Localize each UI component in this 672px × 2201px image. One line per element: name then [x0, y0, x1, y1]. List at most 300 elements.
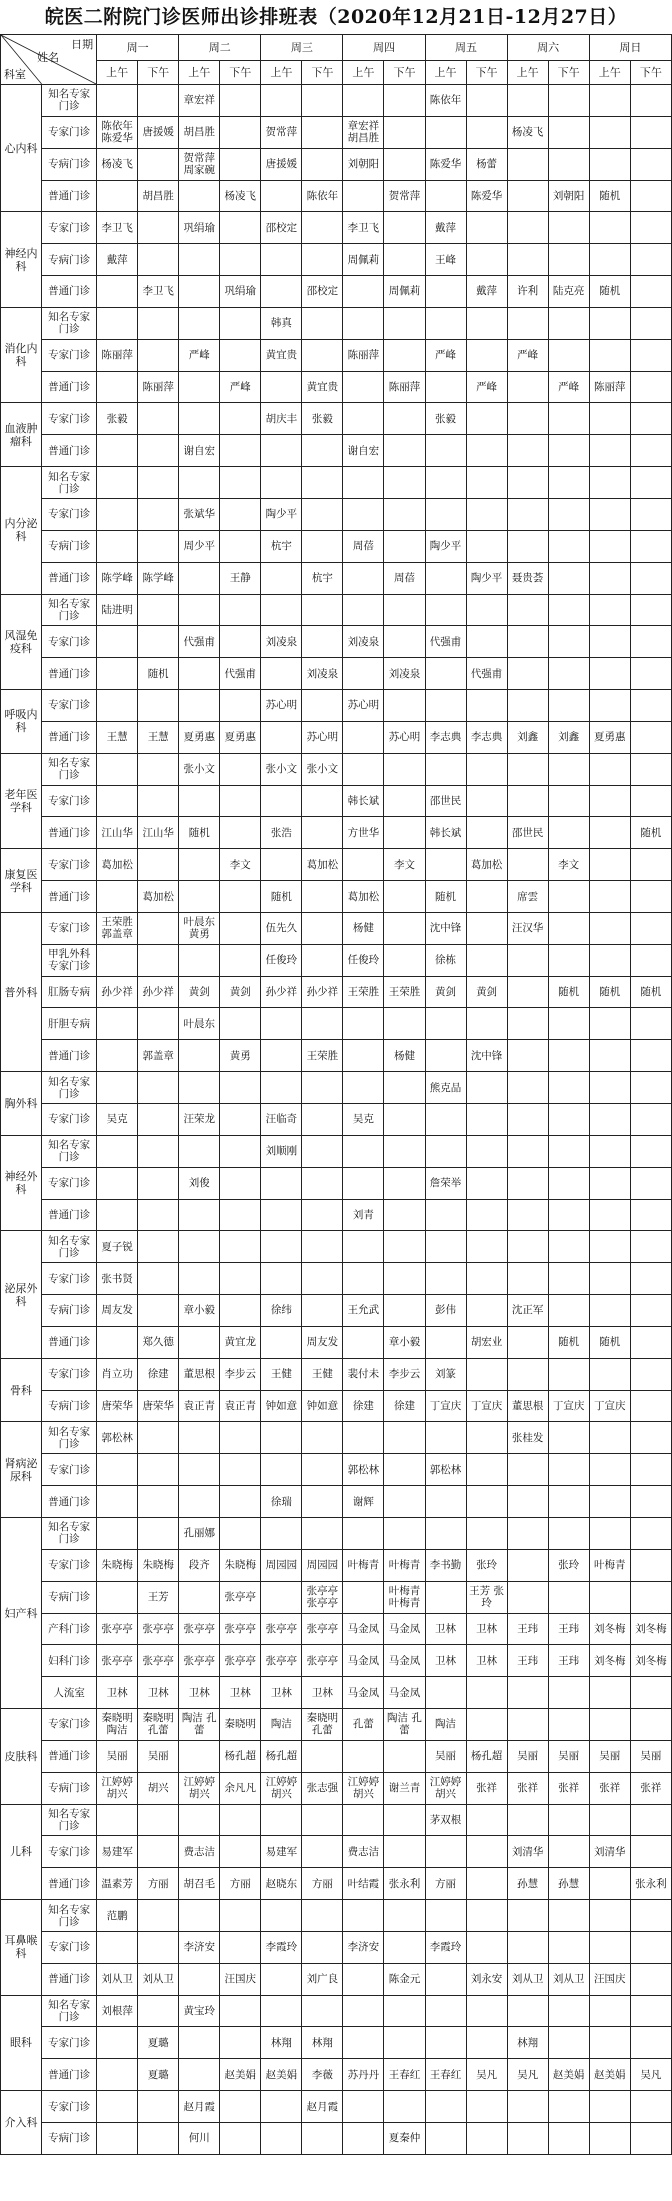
doctor-cell: 杨蕾 — [466, 148, 507, 180]
doctor-cell: 秦晓明 孔蕾 — [302, 1709, 343, 1741]
doctor-cell: 王静 — [220, 562, 261, 594]
doctor-cell — [220, 2091, 261, 2123]
doctor-cell: 方丽 — [425, 1868, 466, 1900]
doctor-cell: 张斌华 — [179, 498, 220, 530]
department-cell: 普外科 — [1, 912, 42, 1071]
doctor-cell — [548, 1199, 589, 1231]
doctor-cell — [630, 594, 671, 626]
doctor-cell: 秦晓明 — [220, 1709, 261, 1741]
table-row — [1, 1486, 672, 1518]
doctor-cell — [589, 498, 630, 530]
doctor-cell — [425, 1900, 466, 1932]
table-row — [1, 1104, 672, 1136]
doctor-cell: 张亭亭 张亭亭 — [302, 1581, 343, 1613]
doctor-cell — [384, 1008, 425, 1040]
table-row — [1, 116, 672, 148]
doctor-cell — [343, 180, 384, 212]
doctor-cell: 张亭亭 — [220, 1613, 261, 1645]
doctor-cell — [97, 85, 138, 117]
clinic-type-cell: 知名专家门诊 — [42, 1135, 97, 1167]
doctor-cell: 黄宜贵 — [261, 339, 302, 371]
doctor-cell — [507, 1804, 548, 1836]
doctor-cell: 张亭亭 — [179, 1613, 220, 1645]
doctor-cell — [302, 1995, 343, 2027]
doctor-cell — [384, 339, 425, 371]
doctor-cell — [466, 530, 507, 562]
clinic-type-cell: 产科门诊 — [42, 1613, 97, 1645]
doctor-cell: 周蓓 — [384, 562, 425, 594]
clinic-type-cell: 专家门诊 — [42, 339, 97, 371]
doctor-cell — [466, 85, 507, 117]
doctor-cell — [507, 1135, 548, 1167]
doctor-cell — [97, 1931, 138, 1963]
doctor-cell — [343, 1040, 384, 1072]
doctor-cell — [384, 244, 425, 276]
doctor-cell — [384, 403, 425, 435]
doctor-cell — [507, 1263, 548, 1295]
doctor-cell — [425, 498, 466, 530]
clinic-type-cell: 普通门诊 — [42, 562, 97, 594]
doctor-cell: 邵世民 — [425, 785, 466, 817]
doctor-cell — [97, 1804, 138, 1836]
doctor-cell — [589, 467, 630, 499]
doctor-cell — [507, 435, 548, 467]
doctor-cell — [589, 1263, 630, 1295]
doctor-cell — [343, 85, 384, 117]
doctor-cell: 张浩 — [261, 817, 302, 849]
doctor-cell — [466, 817, 507, 849]
doctor-cell: 王荣胜 — [384, 976, 425, 1008]
doctor-cell — [425, 116, 466, 148]
doctor-cell: 夏勇惠 — [589, 721, 630, 753]
doctor-cell: 刘鑫 — [507, 721, 548, 753]
doctor-cell — [343, 1804, 384, 1836]
doctor-cell — [548, 1931, 589, 1963]
table-row — [1, 403, 672, 435]
clinic-type-cell: 普通门诊 — [42, 721, 97, 753]
doctor-cell: 卫林 — [466, 1645, 507, 1677]
doctor-cell — [384, 753, 425, 785]
doctor-cell: 代强甫 — [220, 658, 261, 690]
doctor-cell: 叶梅青 — [343, 1549, 384, 1581]
table-row — [1, 753, 672, 785]
table-row — [1, 1677, 672, 1709]
table-row — [1, 1772, 672, 1804]
half-day-header: 上午 — [425, 61, 466, 85]
doctor-cell — [425, 2027, 466, 2059]
doctor-cell: 吴凡 — [630, 2059, 671, 2091]
clinic-type-cell: 专家门诊 — [42, 626, 97, 658]
doctor-cell — [138, 2091, 179, 2123]
department-cell: 消化内科 — [1, 307, 42, 403]
doctor-cell: 周友发 — [97, 1295, 138, 1327]
clinic-type-cell: 知名专家门诊 — [42, 594, 97, 626]
doctor-cell — [138, 403, 179, 435]
doctor-cell — [384, 690, 425, 722]
doctor-cell — [589, 1295, 630, 1327]
doctor-cell — [343, 307, 384, 339]
doctor-cell — [630, 1963, 671, 1995]
doctor-cell — [343, 1263, 384, 1295]
doctor-cell — [138, 339, 179, 371]
doctor-cell: 巩绢瑜 — [179, 212, 220, 244]
doctor-cell — [466, 1677, 507, 1709]
clinic-type-cell: 专家门诊 — [42, 498, 97, 530]
doctor-cell — [97, 530, 138, 562]
doctor-cell — [425, 658, 466, 690]
doctor-cell — [302, 339, 343, 371]
doctor-cell — [630, 1390, 671, 1422]
doctor-cell — [179, 1422, 220, 1454]
doctor-cell — [384, 1167, 425, 1199]
doctor-cell — [179, 785, 220, 817]
doctor-cell — [466, 498, 507, 530]
doctor-cell: 黄宝玲 — [179, 1995, 220, 2027]
doctor-cell — [302, 498, 343, 530]
doctor-cell — [548, 1454, 589, 1486]
doctor-cell — [343, 1422, 384, 1454]
doctor-cell: 李步云 — [220, 1358, 261, 1390]
doctor-cell: 张祥 — [466, 1772, 507, 1804]
doctor-cell: 李济安 — [343, 1931, 384, 1963]
doctor-cell: 戴萍 — [97, 244, 138, 276]
doctor-cell: 韩长斌 — [425, 817, 466, 849]
doctor-cell: 李卫飞 — [97, 212, 138, 244]
table-row — [1, 1645, 672, 1677]
doctor-cell — [302, 435, 343, 467]
doctor-cell: 卫林 — [97, 1677, 138, 1709]
doctor-cell — [630, 1326, 671, 1358]
doctor-cell — [220, 467, 261, 499]
doctor-cell: 夏璐 — [138, 2027, 179, 2059]
clinic-type-cell: 专家门诊 — [42, 785, 97, 817]
doctor-cell: 陶少平 — [466, 562, 507, 594]
doctor-cell: 马金凤 — [384, 1677, 425, 1709]
doctor-cell — [179, 2059, 220, 2091]
doctor-cell: 汪汉华 — [507, 912, 548, 944]
doctor-cell: 王荣胜 — [343, 976, 384, 1008]
doctor-cell — [384, 85, 425, 117]
doctor-cell — [138, 1486, 179, 1518]
doctor-cell — [466, 1900, 507, 1932]
doctor-cell: 贺常萍 周家碗 — [179, 148, 220, 180]
department-cell: 儿科 — [1, 1804, 42, 1900]
doctor-cell — [302, 1231, 343, 1263]
doctor-cell: 吴丽 — [138, 1740, 179, 1772]
page-title: 皖医二附院门诊医师出诊排班表（2020年12月21日-12月27日） — [44, 6, 628, 28]
doctor-cell — [97, 626, 138, 658]
clinic-type-cell: 知名专家门诊 — [42, 1231, 97, 1263]
doctor-cell — [466, 1931, 507, 1963]
doctor-cell: 郭松林 — [97, 1422, 138, 1454]
doctor-cell: 詹荣举 — [425, 1167, 466, 1199]
doctor-cell — [425, 1677, 466, 1709]
department-cell: 内分泌科 — [1, 467, 42, 594]
doctor-cell: 孙少祥 — [97, 976, 138, 1008]
doctor-cell: 随机 — [179, 817, 220, 849]
doctor-cell — [220, 116, 261, 148]
doctor-cell: 苏心明 — [261, 690, 302, 722]
doctor-cell — [548, 1072, 589, 1104]
doctor-cell: 夏秦仲 — [384, 2123, 425, 2155]
doctor-cell: 余凡凡 — [220, 1772, 261, 1804]
table-row — [1, 1040, 672, 1072]
doctor-cell: 黄勇 — [220, 1040, 261, 1072]
doctor-cell: 王峰 — [425, 244, 466, 276]
doctor-cell — [548, 244, 589, 276]
doctor-cell — [507, 244, 548, 276]
doctor-cell: 赵美娟 — [261, 2059, 302, 2091]
doctor-cell — [261, 2123, 302, 2155]
doctor-cell: 赵晓东 — [261, 1868, 302, 1900]
doctor-cell — [589, 1231, 630, 1263]
doctor-cell — [589, 1581, 630, 1613]
clinic-type-cell: 知名专家门诊 — [42, 1517, 97, 1549]
doctor-cell: 王慧 — [97, 721, 138, 753]
doctor-cell: 李卫飞 — [343, 212, 384, 244]
doctor-cell — [589, 530, 630, 562]
doctor-cell: 江婷婷 胡兴 — [179, 1772, 220, 1804]
clinic-type-cell: 普通门诊 — [42, 658, 97, 690]
doctor-cell — [343, 1517, 384, 1549]
table-row — [1, 1135, 672, 1167]
doctor-cell: 陶少平 — [261, 498, 302, 530]
doctor-cell — [507, 1677, 548, 1709]
doctor-cell: 周友发 — [302, 1326, 343, 1358]
doctor-cell — [425, 690, 466, 722]
doctor-cell — [261, 1454, 302, 1486]
doctor-cell: 随机 — [548, 1326, 589, 1358]
doctor-cell: 唐援媛 — [138, 116, 179, 148]
table-row — [1, 530, 672, 562]
doctor-cell — [630, 1295, 671, 1327]
doctor-cell — [138, 467, 179, 499]
doctor-cell: 徐纬 — [261, 1295, 302, 1327]
doctor-cell — [384, 1295, 425, 1327]
table-row — [1, 912, 672, 944]
doctor-cell — [138, 1295, 179, 1327]
doctor-cell — [97, 1008, 138, 1040]
doctor-cell: 黄剑 — [425, 976, 466, 1008]
doctor-cell — [138, 148, 179, 180]
doctor-cell — [548, 467, 589, 499]
clinic-type-cell: 专家门诊 — [42, 1167, 97, 1199]
doctor-cell — [589, 849, 630, 881]
doctor-cell — [97, 1326, 138, 1358]
doctor-cell: 周少平 — [179, 530, 220, 562]
doctor-cell — [466, 2123, 507, 2155]
doctor-cell: 张祥 — [548, 1772, 589, 1804]
doctor-cell — [507, 1008, 548, 1040]
doctor-cell: 王玮 — [507, 1645, 548, 1677]
table-row — [1, 1231, 672, 1263]
doctor-cell — [302, 530, 343, 562]
doctor-cell: 茅双根 — [425, 1804, 466, 1836]
doctor-cell: 刘冬梅 — [630, 1645, 671, 1677]
day-header: 周二 — [179, 35, 261, 61]
doctor-cell — [507, 467, 548, 499]
doctor-cell — [97, 435, 138, 467]
doctor-cell — [507, 148, 548, 180]
doctor-cell — [630, 371, 671, 403]
doctor-cell — [589, 1677, 630, 1709]
doctor-cell — [179, 467, 220, 499]
doctor-cell — [302, 1740, 343, 1772]
doctor-cell: 张书贤 — [97, 1263, 138, 1295]
doctor-cell: 张永利 — [384, 1868, 425, 1900]
doctor-cell — [548, 944, 589, 976]
doctor-cell — [507, 594, 548, 626]
doctor-cell — [466, 1104, 507, 1136]
doctor-cell: 严峰 — [179, 339, 220, 371]
doctor-cell — [589, 817, 630, 849]
doctor-cell — [425, 276, 466, 308]
doctor-cell — [220, 1199, 261, 1231]
doctor-cell — [630, 1231, 671, 1263]
doctor-cell — [343, 2123, 384, 2155]
doctor-cell — [466, 1422, 507, 1454]
doctor-cell: 刘凌泉 — [261, 626, 302, 658]
doctor-cell: 王健 — [302, 1358, 343, 1390]
doctor-cell: 谢自宏 — [343, 435, 384, 467]
half-day-header: 下午 — [138, 61, 179, 85]
doctor-cell: 丁宣庆 — [425, 1390, 466, 1422]
table-row — [1, 562, 672, 594]
doctor-cell: 杨健 — [384, 1040, 425, 1072]
corner-dept-label: 科室 — [4, 68, 26, 81]
doctor-cell — [630, 1104, 671, 1136]
doctor-cell — [384, 626, 425, 658]
doctor-cell — [630, 148, 671, 180]
doctor-cell — [384, 1517, 425, 1549]
doctor-cell — [466, 339, 507, 371]
doctor-cell: 张亭亭 — [302, 1645, 343, 1677]
clinic-type-cell: 肝胆专病 — [42, 1008, 97, 1040]
doctor-cell — [507, 1581, 548, 1613]
clinic-type-cell: 普通门诊 — [42, 180, 97, 212]
doctor-cell — [548, 1804, 589, 1836]
doctor-cell — [138, 307, 179, 339]
doctor-cell: 胡兴 — [138, 1772, 179, 1804]
doctor-cell — [97, 785, 138, 817]
department-cell: 神经内科 — [1, 212, 42, 308]
doctor-cell — [220, 753, 261, 785]
doctor-cell — [425, 1995, 466, 2027]
doctor-cell: 陶洁 孔蕾 — [384, 1709, 425, 1741]
clinic-type-cell: 普通门诊 — [42, 2059, 97, 2091]
doctor-cell — [507, 1709, 548, 1741]
doctor-cell: 彭伟 — [425, 1295, 466, 1327]
doctor-cell: 赵月霞 — [179, 2091, 220, 2123]
doctor-cell: 刘根萍 — [97, 1995, 138, 2027]
doctor-cell: 徐建 — [138, 1358, 179, 1390]
doctor-cell: 张毅 — [97, 403, 138, 435]
doctor-cell — [302, 1135, 343, 1167]
table-row — [1, 1900, 672, 1932]
clinic-type-cell: 知名专家门诊 — [42, 1072, 97, 1104]
table-row — [1, 2027, 672, 2059]
doctor-cell: 吴克 — [343, 1104, 384, 1136]
doctor-cell — [630, 721, 671, 753]
doctor-cell: 丁宣庆 — [548, 1390, 589, 1422]
doctor-cell: 王健 — [261, 1358, 302, 1390]
doctor-cell — [425, 1836, 466, 1868]
doctor-cell — [220, 1263, 261, 1295]
doctor-cell — [507, 85, 548, 117]
doctor-cell — [589, 85, 630, 117]
doctor-cell — [548, 1295, 589, 1327]
clinic-type-cell: 专病门诊 — [42, 1390, 97, 1422]
department-cell: 介入科 — [1, 2091, 42, 2155]
doctor-cell: 张亭亭 — [302, 1613, 343, 1645]
doctor-cell: 马金凤 — [384, 1645, 425, 1677]
doctor-cell: 苏心明 — [384, 721, 425, 753]
doctor-cell: 贺常萍 — [261, 116, 302, 148]
doctor-cell — [630, 944, 671, 976]
doctor-cell: 吴丽 — [589, 1740, 630, 1772]
clinic-type-cell: 肛肠专病 — [42, 976, 97, 1008]
doctor-cell — [466, 881, 507, 913]
doctor-cell: 胡昌胜 — [138, 180, 179, 212]
doctor-cell: 张祥 — [589, 1772, 630, 1804]
doctor-cell: 肖立功 — [97, 1358, 138, 1390]
doctor-cell: 唐荣华 — [138, 1390, 179, 1422]
doctor-cell: 卫林 — [179, 1677, 220, 1709]
doctor-cell — [507, 1358, 548, 1390]
doctor-cell — [507, 498, 548, 530]
department-cell: 老年医学科 — [1, 753, 42, 849]
doctor-cell — [466, 1231, 507, 1263]
doctor-cell — [507, 1517, 548, 1549]
half-day-header: 下午 — [630, 61, 671, 85]
doctor-cell — [261, 1963, 302, 1995]
doctor-cell: 汪临奇 — [261, 1104, 302, 1136]
half-day-header: 下午 — [220, 61, 261, 85]
doctor-cell: 任俊玲 — [343, 944, 384, 976]
doctor-cell: 严峰 — [548, 371, 589, 403]
doctor-cell — [179, 658, 220, 690]
clinic-type-cell: 专病门诊 — [42, 244, 97, 276]
doctor-cell: 孔蕾 — [343, 1709, 384, 1741]
doctor-cell: 刘凌泉 — [384, 658, 425, 690]
doctor-cell: 刘青 — [343, 1199, 384, 1231]
department-cell: 肾病泌尿科 — [1, 1422, 42, 1518]
doctor-cell: 张祥 — [507, 1772, 548, 1804]
doctor-cell: 林翔 — [507, 2027, 548, 2059]
doctor-cell: 李书勤 — [425, 1549, 466, 1581]
doctor-cell — [179, 594, 220, 626]
doctor-cell — [589, 1517, 630, 1549]
doctor-cell — [343, 1326, 384, 1358]
doctor-cell: 卫林 — [302, 1677, 343, 1709]
doctor-cell: 刘俊 — [179, 1167, 220, 1199]
doctor-cell — [466, 116, 507, 148]
doctor-cell — [384, 2027, 425, 2059]
doctor-cell: 葛加松 — [343, 881, 384, 913]
doctor-cell: 邵校定 — [302, 276, 343, 308]
doctor-cell — [548, 1900, 589, 1932]
doctor-cell: 钟如意 — [261, 1390, 302, 1422]
doctor-cell: 杭宇 — [261, 530, 302, 562]
doctor-cell — [425, 180, 466, 212]
doctor-cell — [507, 1199, 548, 1231]
doctor-cell: 秦晓明 孔蕾 — [138, 1709, 179, 1741]
doctor-cell — [261, 1900, 302, 1932]
doctor-cell — [138, 1995, 179, 2027]
doctor-cell — [548, 594, 589, 626]
doctor-cell — [138, 498, 179, 530]
table-row — [1, 1549, 672, 1581]
